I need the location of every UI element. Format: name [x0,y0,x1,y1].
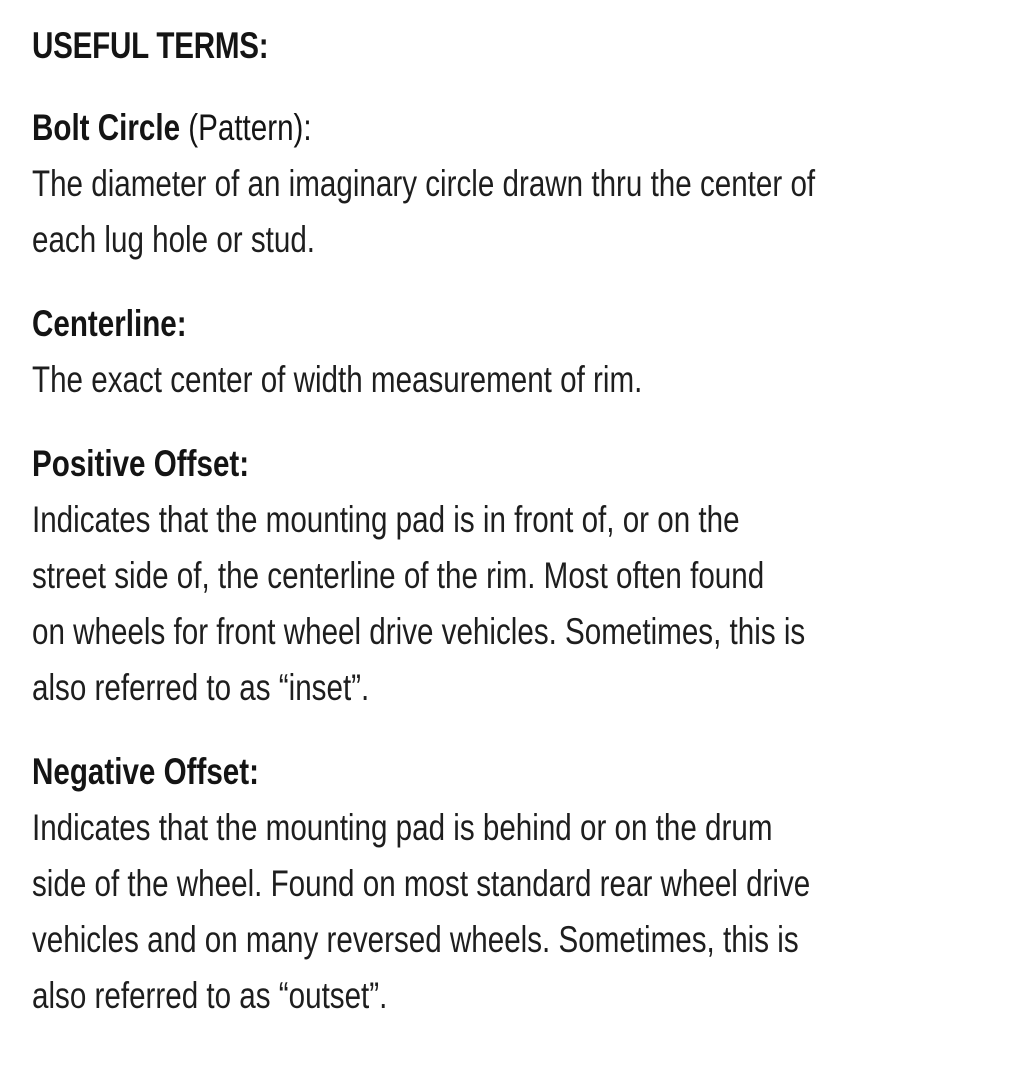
term-heading-positive-offset: Positive Offset: [32,443,250,484]
term-definition-line: Indicates that the mounting pad is behind or on the drum [32,807,773,848]
term-heading-bolt-circle [32,106,312,150]
term-qualifier: (Pattern): [188,107,312,148]
term-definition-line: The diameter of an imaginary circle drawn thru the center of [32,163,816,204]
term-definition-line: also referred to as “inset”. [32,667,370,708]
term-name: Bolt Circle [32,107,181,148]
term-definition-line: on wheels for front wheel drive vehicles. Sometimes, this is [32,611,806,652]
term-heading-negative-offset: Negative Offset: [32,751,259,792]
term-definition-line: side of the wheel. Found on most standard rear wheel drive [32,863,811,904]
term-definition-line: also referred to as “outset”. [32,975,388,1016]
term-heading-centerline: Centerline: [32,303,187,344]
term-definition-line: each lug hole or stud. [32,219,316,260]
term-definition-line: Indicates that the mounting pad is in front of, or on the [32,499,740,540]
term-definition-line: street side of, the centerline of the rim. Most often found [32,555,765,596]
term-definition-line: The exact center of width measurement of rim. [32,359,643,400]
page-title: USEFUL TERMS: [32,25,269,66]
term-definition-line: vehicles and on many reversed wheels. Sometimes, this is [32,919,799,960]
